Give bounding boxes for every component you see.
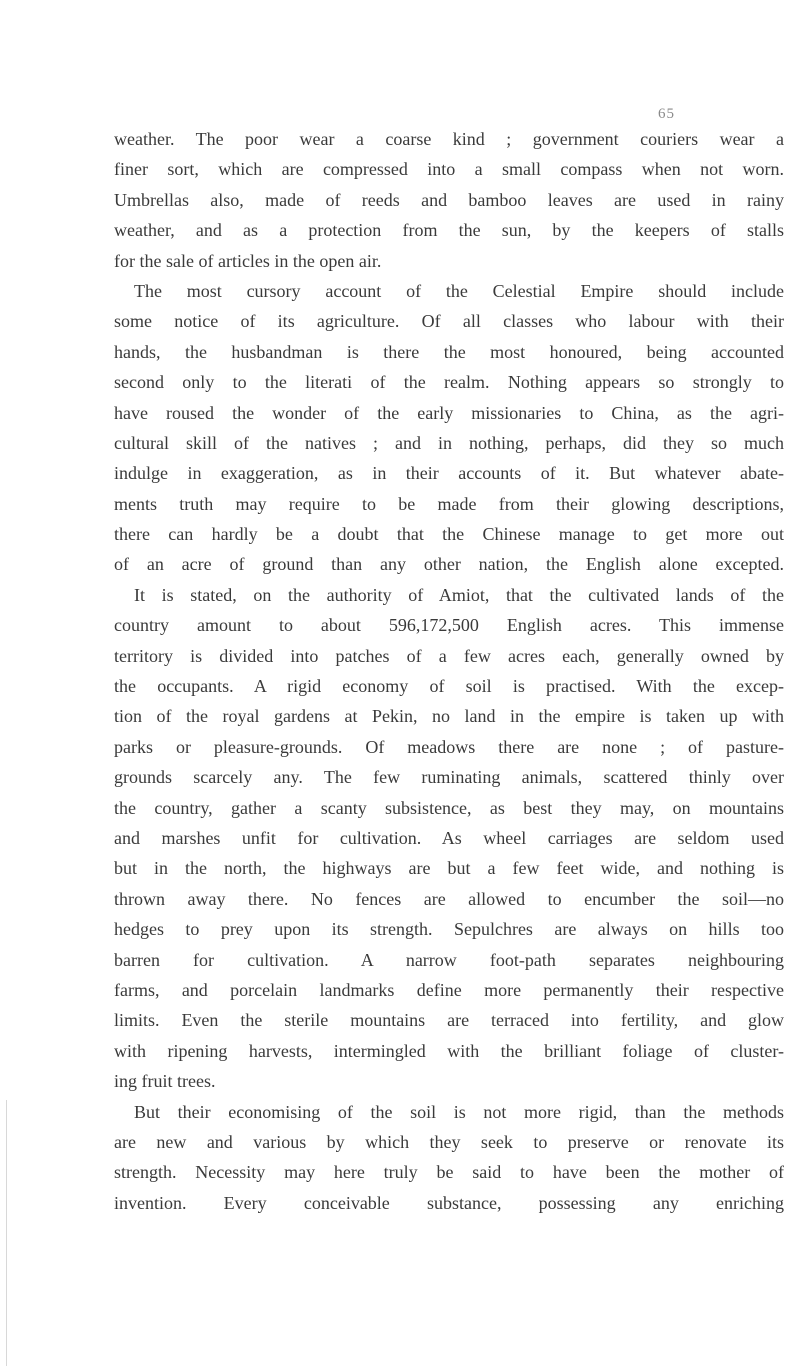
text-line: there can hardly be a doubt that the Chinese manage to get more out <box>114 524 784 545</box>
text-line: thrown away there. No fences are allowed to encumber the soil—no <box>114 888 784 909</box>
text-line: are new and various by which they seek to preserve or renovate its <box>114 1131 784 1152</box>
text-line: The most cursory account of the Celestial Empire should include <box>134 280 784 301</box>
text-line: ments truth may require to be made from their glowing descriptions, <box>114 493 784 514</box>
text-line: indulge in exaggeration, as in their accounts of it. But whatever abate- <box>114 463 784 484</box>
text-line: invention. Every conceivable substance, possessing any enriching <box>114 1192 784 1213</box>
text-line: country amount to about 596,172,500 English acres. This immense <box>114 615 784 636</box>
text-line: cultural skill of the natives ; and in nothing, perhaps, did they so much <box>114 432 784 453</box>
text-line: But their economising of the soil is not more rigid, than the methods <box>134 1101 784 1122</box>
text-line: some notice of its agriculture. Of all classes who labour with their <box>114 311 784 332</box>
text-line: limits. Even the sterile mountains are terraced into fertility, and glow <box>114 1010 784 1031</box>
page-edge-line <box>6 1100 7 1366</box>
text-line: It is stated, on the authority of Amiot, that the cultivated lands of the <box>134 584 784 605</box>
text-line: hedges to prey upon its strength. Sepulchres are always on hills too <box>114 919 784 940</box>
text-line: Umbrellas also, made of reeds and bamboo leaves are used in rainy <box>114 189 784 210</box>
text-line: and marshes unfit for cultivation. As wheel carriages are seldom used <box>114 827 784 848</box>
text-line: barren for cultivation. A narrow foot-path separates neighbouring <box>114 949 784 970</box>
text-line: parks or pleasure-grounds. Of meadows there are none ; of pasture- <box>114 736 784 757</box>
text-line: ing fruit trees. <box>114 1071 216 1092</box>
text-line: for the sale of articles in the open air. <box>114 250 382 271</box>
text-line: weather, and as a protection from the sun, by the keepers of stalls <box>114 220 784 241</box>
text-line: strength. Necessity may here truly be said to have been the mother of <box>114 1162 784 1183</box>
text-line: grounds scarcely any. The few ruminating animals, scattered thinly over <box>114 767 784 788</box>
text-line: weather. The poor wear a coarse kind ; government couriers wear a <box>114 129 784 149</box>
text-line: farms, and porcelain landmarks define more permanently their respective <box>114 979 784 1000</box>
text-line: second only to the literati of the realm. Nothing appears so strongly to <box>114 372 784 393</box>
body-text <box>114 124 784 1218</box>
text-line: have roused the wonder of the early missionaries to China, as the agri- <box>114 402 784 423</box>
text-line: finer sort, which are compressed into a small compass when not worn. <box>114 159 784 180</box>
text-line: of an acre of ground than any other nation, the English alone excepted. <box>114 554 784 575</box>
text-line: with ripening harvests, intermingled with the brilliant foliage of cluster- <box>114 1040 784 1061</box>
text-line: territory is divided into patches of a few acres each, generally owned by <box>114 645 784 666</box>
text-line: the occupants. A rigid economy of soil is practised. With the excep- <box>114 676 784 697</box>
text-line: tion of the royal gardens at Pekin, no land in the empire is taken up with <box>114 706 784 727</box>
text-line: hands, the husbandman is there the most honoured, being accounted <box>114 341 784 362</box>
text-line: the country, gather a scanty subsistence, as best they may, on mountains <box>114 797 784 818</box>
text-line: but in the north, the highways are but a few feet wide, and nothing is <box>114 858 784 879</box>
page-number: 65 <box>658 106 675 122</box>
